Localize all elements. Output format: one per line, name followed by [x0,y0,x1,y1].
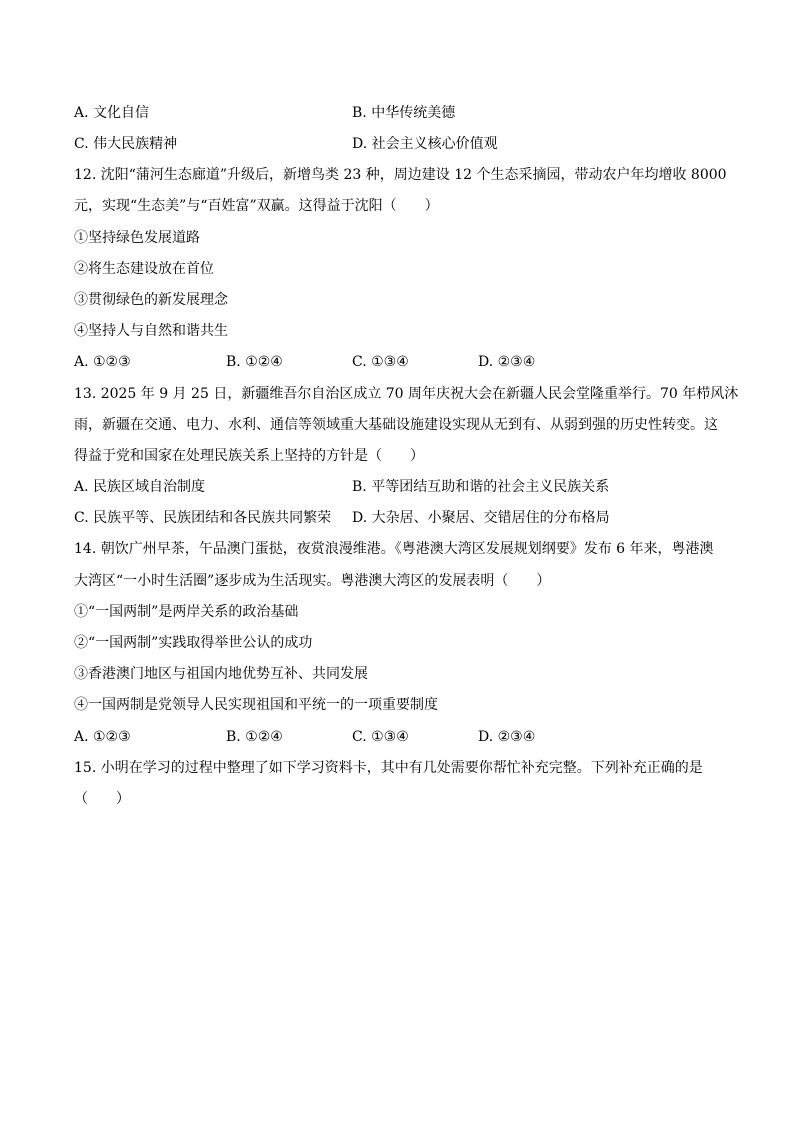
q12-stem-line-2: 元，实现“生态美”与“百姓富”双赢。这得益于沈阳（ ） [74,198,439,214]
q14-option-b: B. ①②④ [226,729,283,745]
q12-option-a: A. ①②③ [74,354,131,370]
q13-option-a: A. 民族区域自治制度 [74,479,206,495]
q12-option-b: B. ①②④ [226,354,283,370]
q12-option-c: C. ①③④ [352,354,409,370]
q13-stem-line-3: 得益于党和国家在处理民族关系上坚持的方针是（ ） [74,448,424,464]
q13-option-c: C. 民族平等、民族团结和各民族共同繁荣 [74,510,332,526]
q13-option-b: B. 平等团结互助和谐的社会主义民族关系 [352,479,610,495]
q14-item-3: ③香港澳门地区与祖国内地优势互补、共同发展 [74,666,368,682]
q12-item-4: ④坚持人与自然和谐共生 [74,323,228,339]
q12-item-3: ③贯彻绿色的新发展理念 [74,292,228,308]
q11-option-c: C. 伟大民族精神 [74,136,178,152]
q14-stem-line-2: 大湾区“一小时生活圈”逐步成为生活现实。粤港澳大湾区的发展表明（ ） [74,573,551,589]
q14-option-c: C. ①③④ [352,729,409,745]
q12-item-2: ②将生态建设放在首位 [74,261,214,277]
q13-stem-line-1: 13. 2025 年 9 月 25 日，新疆维吾尔自治区成立 70 周年庆祝大会在新疆人民会堂隆重举行。70 年栉风沐 [74,386,739,402]
q13-option-d: D. 大杂居、小聚居、交错居住的分布格局 [352,510,610,526]
q12-option-d: D. ②③④ [478,354,536,370]
q14-option-a: A. ①②③ [74,729,131,745]
q11-option-b: B. 中华传统美德 [352,105,456,121]
q12-item-1: ①坚持绿色发展道路 [74,230,200,246]
q12-stem-line-1: 12. 沈阳“蒲河生态廊道”升级后，新增鸟类 23 种，周边建设 12 个生态采摘园，带动农户年均增收 8000 [74,167,727,183]
q15-stem-line-1: 15. 小明在学习的过程中整理了如下学习资料卡，其中有几处需要你帮忙补充完整。下列补充正确的是 [74,760,703,776]
q14-item-1: ①“一国两制”是两岸关系的政治基础 [74,604,299,620]
q14-item-2: ②“一国两制”实践取得举世公认的成功 [74,635,313,651]
q13-stem-line-2: 雨，新疆在交通、电力、水利、通信等领域重大基础设施建设实现从无到有、从弱到强的历史性转变。这 [74,417,718,433]
q15-stem-line-2: （ ） [74,791,130,807]
q11-option-a: A. 文化自信 [74,105,150,121]
q14-item-4: ④一国两制是党领导人民实现祖国和平统一的一项重要制度 [74,697,438,713]
q11-option-d: D. 社会主义核心价值观 [352,136,498,152]
q14-option-d: D. ②③④ [478,729,536,745]
q14-stem-line-1: 14. 朝饮广州早茶，午品澳门蛋挞，夜赏浪漫维港。《粤港澳大湾区发展规划纲要》发布 6 年来，粤港澳 [74,541,714,557]
